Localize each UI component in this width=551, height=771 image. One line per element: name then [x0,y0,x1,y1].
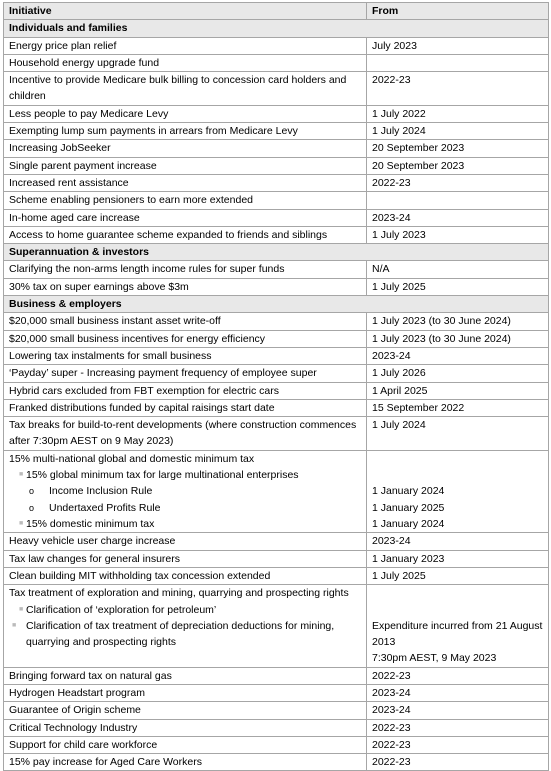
list-item [9,618,361,651]
table-row [4,140,549,157]
from-cell: 1 July 2026 [367,365,549,382]
square-bullet-icon: ■ [19,520,24,528]
date-value: Expenditure incurred from 21 August 2013 [372,619,543,649]
list-item-text: 15% global minimum tax for large multinational enterprises [26,469,299,482]
from-cell: 1 July 2023 (to 30 June 2024) [367,313,549,330]
from-cell: 2022-23 [367,719,549,736]
header-initiative: Initiative [4,3,367,20]
from-cell: 2022-23 [367,736,549,753]
list-item [9,500,361,516]
initiative-cell: In-home aged care increase [4,209,367,226]
list-item [9,602,361,618]
from-cell [367,450,549,533]
table-row [4,123,549,140]
list-item-text: Clarification of tax treatment of depreciation deductions for mining, quarrying and prospecting rights [26,619,335,649]
initiatives-table [3,2,549,771]
table-row [4,365,549,382]
table-row [4,533,549,550]
from-cell: 2023-24 [367,209,549,226]
table-row [4,450,549,533]
initiative-cell: Lowering tax instalments for small business [4,347,367,364]
from-cell: 2022-23 [367,754,549,771]
table-row [4,685,549,702]
from-cell: 1 July 2022 [367,105,549,122]
initiative-cell: Less people to pay Medicare Levy [4,105,367,122]
initiative-cell: Increasing JobSeeker [4,140,367,157]
initiative-cell: Single parent payment increase [4,157,367,174]
table-row [4,754,549,771]
table-row [4,667,549,684]
square-bullet-icon: ■ [12,621,17,629]
initiative-cell: Tax breaks for build-to-rent developments (where construction commences after 7:30pm AEST on 9 May 2023) [4,417,367,451]
initiative-title: 15% multi-national global and domestic minimum tax [9,452,255,465]
initiative-cell: Support for child care workforce [4,736,367,753]
initiative-cell [4,450,367,533]
initiative-cell: Energy price plan relief [4,37,367,54]
section-row [4,20,549,37]
initiative-cell: Incentive to provide Medicare bulk billing to concession card holders and children [4,72,367,106]
initiative-cell: Clean building MIT withholding tax concession extended [4,567,367,584]
from-cell: 1 April 2025 [367,382,549,399]
date-value: 1 January 2025 [372,501,445,514]
section-individuals: Individuals and families [4,20,549,37]
initiative-cell: Guarantee of Origin scheme [4,702,367,719]
initiative-cell: 15% pay increase for Aged Care Workers [4,754,367,771]
initiative-cell: Clarifying the non-arms length income rules for super funds [4,261,367,278]
from-cell: July 2023 [367,37,549,54]
date-value: 1 January 2024 [372,517,445,530]
initiative-cell: Hydrogen Headstart program [4,685,367,702]
initiative-cell: Heavy vehicle user charge increase [4,533,367,550]
from-cell: 2023-24 [367,533,549,550]
from-cell: 20 September 2023 [367,140,549,157]
from-cell: 2022-23 [367,667,549,684]
initiative-cell: Scheme enabling pensioners to earn more extended [4,192,367,209]
initiative-cell: $20,000 small business instant asset write-off [4,313,367,330]
table-row [4,736,549,753]
header-from: From [367,3,549,20]
from-cell: 1 July 2024 [367,417,549,451]
table-row [4,105,549,122]
table-header-row [4,3,549,20]
initiative-cell: Franked distributions funded by capital raisings start date [4,399,367,416]
list-item [9,483,361,499]
list-item [9,467,361,483]
list-item [9,516,361,532]
table-row [4,313,549,330]
table-row [4,261,549,278]
section-row [4,244,549,261]
table-row [4,209,549,226]
table-row [4,54,549,71]
section-business: Business & employers [4,296,549,313]
from-cell: 2022-23 [367,72,549,106]
initiative-cell: Increased rent assistance [4,174,367,191]
initiative-title: Tax treatment of exploration and mining, quarrying and prospecting rights [9,587,349,600]
from-cell: N/A [367,261,549,278]
from-cell [367,585,549,667]
from-cell: 1 July 2023 [367,226,549,243]
from-cell: 1 July 2024 [367,123,549,140]
from-cell [367,54,549,71]
table-row [4,417,549,451]
from-cell: 1 July 2023 (to 30 June 2024) [367,330,549,347]
initiative-cell: ‘Payday’ super - Increasing payment frequency of employee super [4,365,367,382]
from-cell: 2023-24 [367,347,549,364]
section-super: Superannuation & investors [4,244,549,261]
list-item-text: Income Inclusion Rule [49,485,153,498]
initiative-cell: Access to home guarantee scheme expanded to friends and siblings [4,226,367,243]
table-row [4,330,549,347]
table-row [4,399,549,416]
initiative-cell: Hybrid cars excluded from FBT exemption for electric cars [4,382,367,399]
table-row [4,585,549,667]
table-row [4,347,549,364]
from-cell: 1 July 2025 [367,278,549,295]
initiative-cell: Tax law changes for general insurers [4,550,367,567]
from-cell: 20 September 2023 [367,157,549,174]
date-value: 7:30pm AEST, 9 May 2023 [372,652,497,665]
table-row [4,550,549,567]
table-row [4,719,549,736]
from-cell: 2023-24 [367,685,549,702]
date-value: 1 January 2024 [372,485,445,498]
table-row [4,37,549,54]
table-row [4,567,549,584]
table-row [4,226,549,243]
section-row [4,296,549,313]
initiative-cell: 30% tax on super earnings above $3m [4,278,367,295]
from-cell [367,192,549,209]
list-item-text: Clarification of ‘exploration for petroleum’ [26,603,217,616]
initiative-cell: Critical Technology Industry [4,719,367,736]
from-cell: 2022-23 [367,174,549,191]
initiative-cell [4,585,367,667]
initiative-cell: Household energy upgrade fund [4,54,367,71]
initiative-cell: $20,000 small business incentives for energy efficiency [4,330,367,347]
initiative-cell: Bringing forward tax on natural gas [4,667,367,684]
circle-bullet-icon: o [29,502,35,513]
from-cell: 1 July 2025 [367,567,549,584]
from-cell: 2023-24 [367,702,549,719]
table-row [4,157,549,174]
from-cell: 15 September 2022 [367,399,549,416]
table-row [4,702,549,719]
from-cell: 1 January 2023 [367,550,549,567]
list-item-text: Undertaxed Profits Rule [49,501,161,514]
square-bullet-icon: ■ [19,605,24,613]
table-row [4,192,549,209]
square-bullet-icon: ■ [19,471,24,479]
table-row [4,72,549,106]
list-item-text: 15% domestic minimum tax [26,517,155,530]
circle-bullet-icon: o [29,486,35,497]
table-row [4,278,549,295]
table-row [4,174,549,191]
table-row [4,382,549,399]
initiative-cell: Exempting lump sum payments in arrears from Medicare Levy [4,123,367,140]
